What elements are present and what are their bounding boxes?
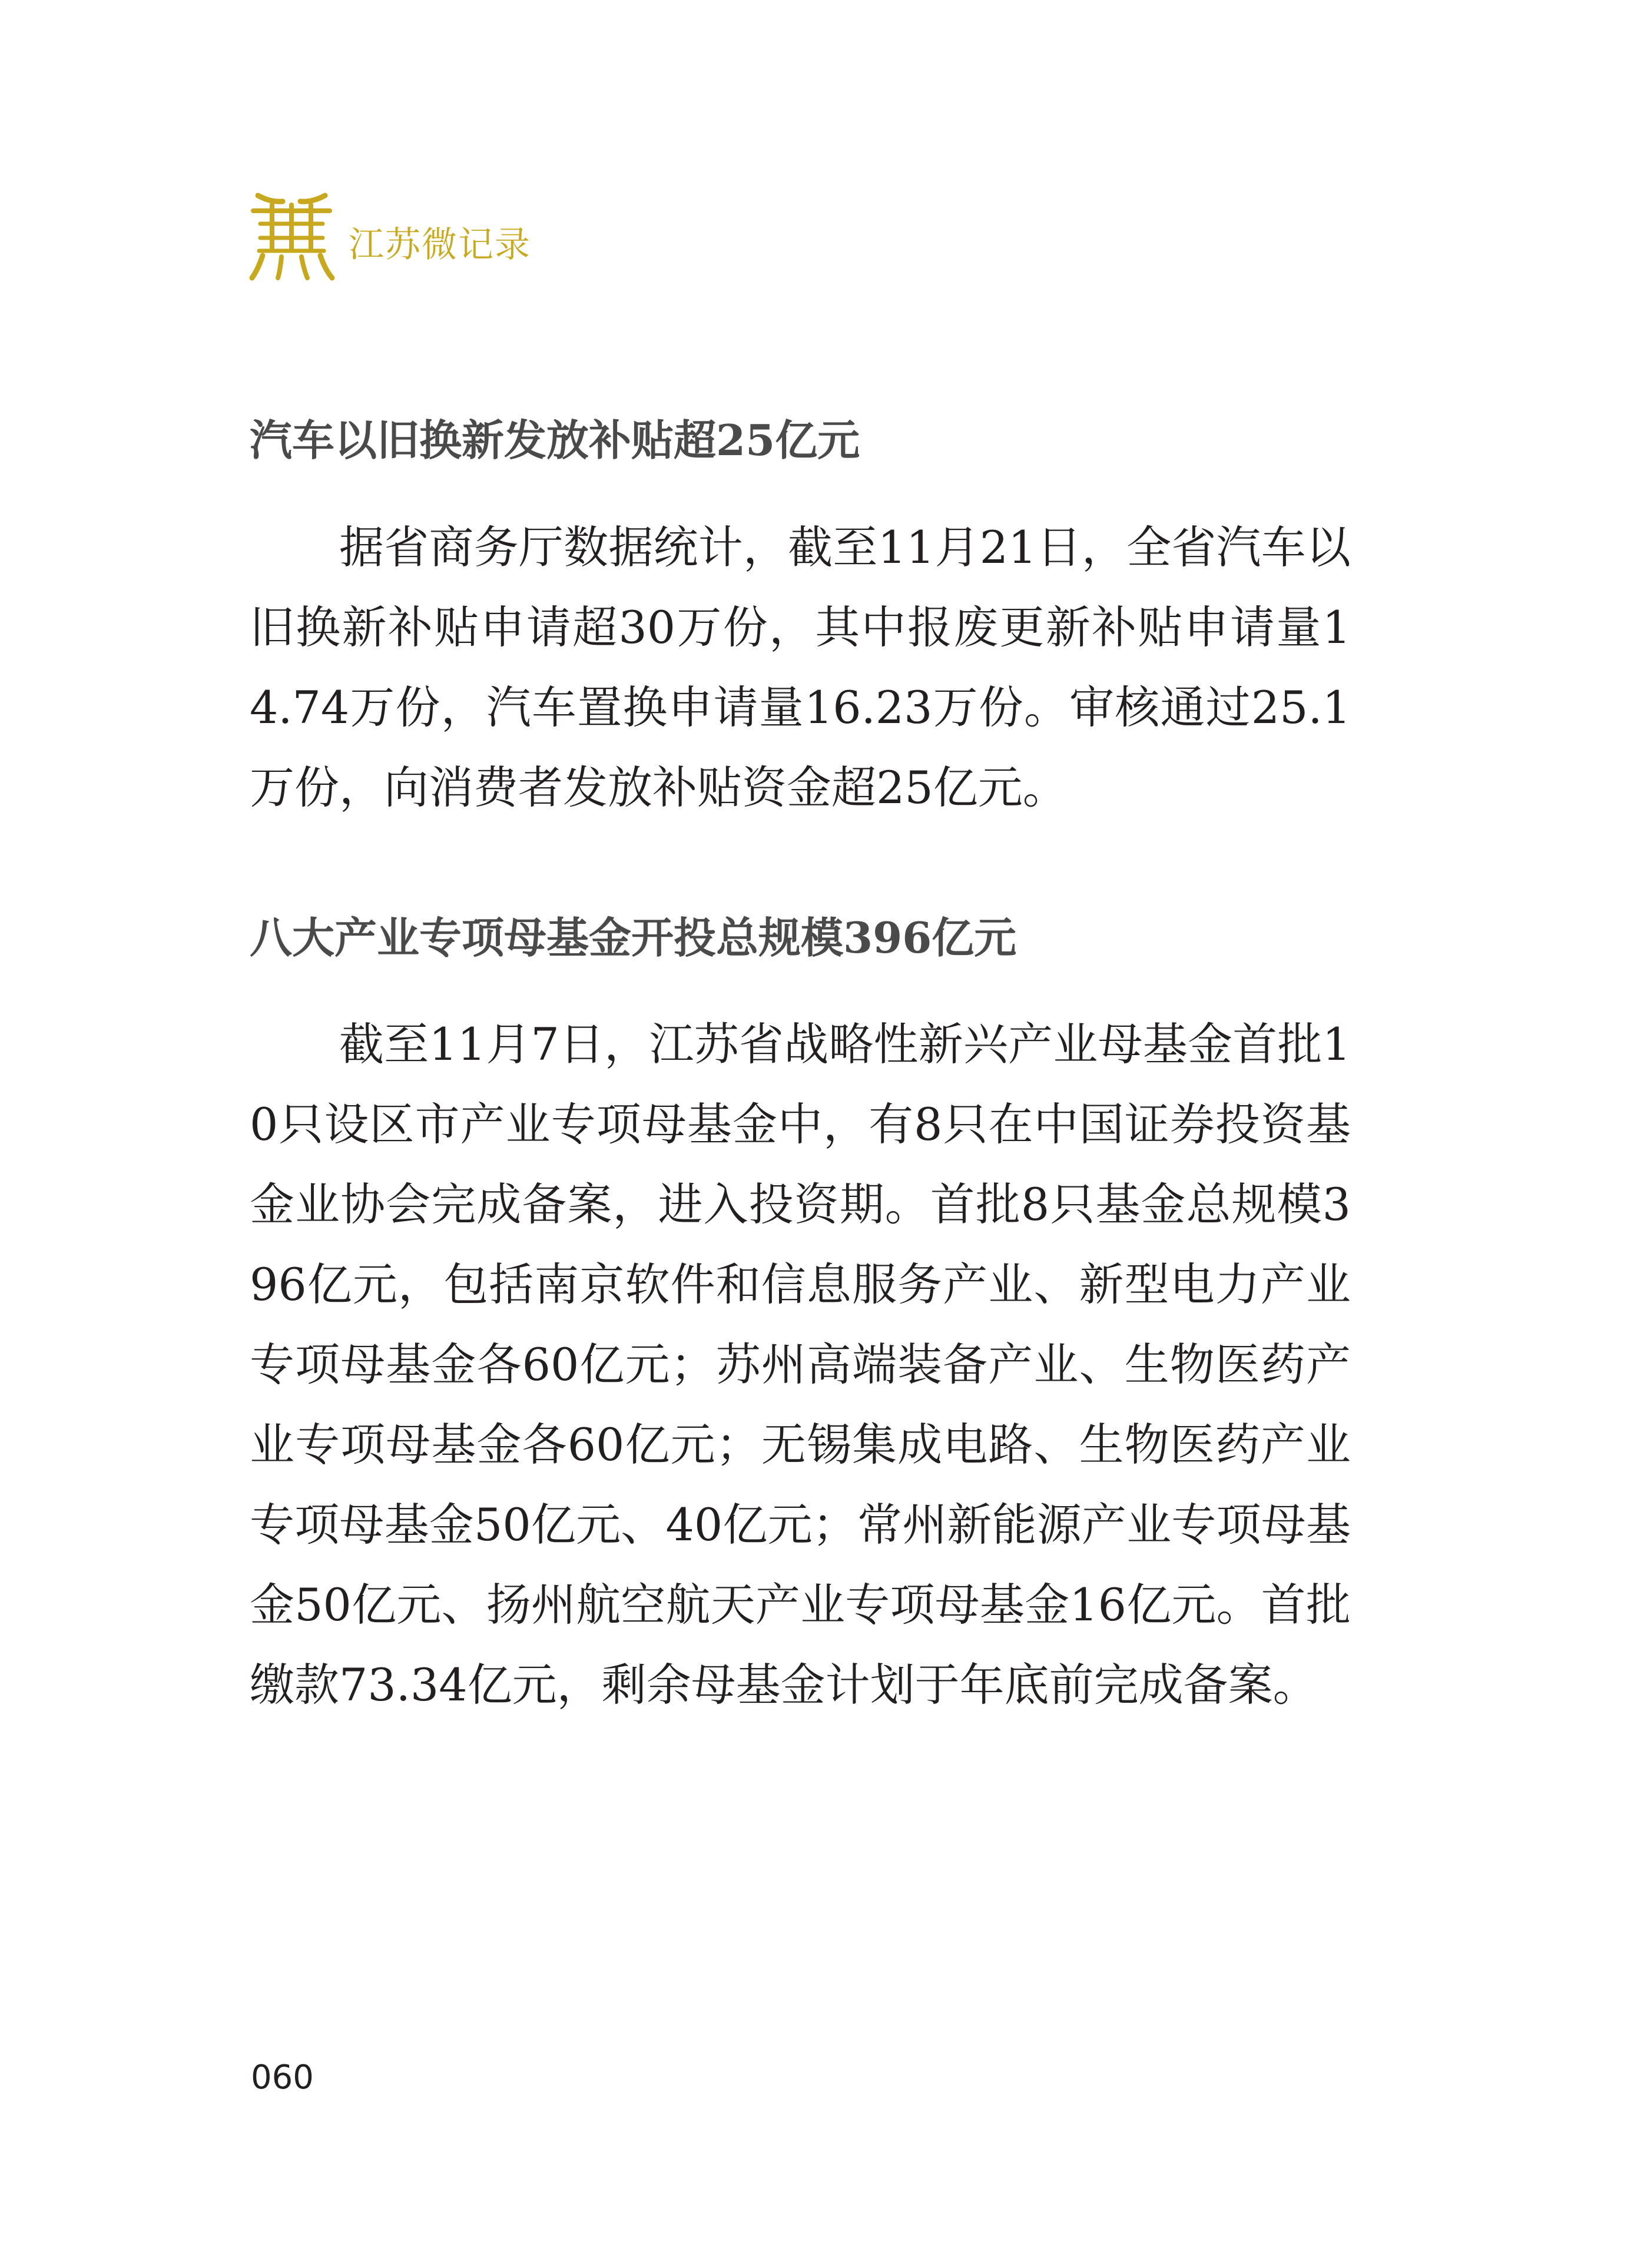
page-number: 060 — [251, 2058, 314, 2097]
page-header — [247, 190, 531, 284]
section-title-industry-funds: 八大产业专项母基金开投总规模396亿元 — [250, 913, 1017, 963]
brand-title: 江苏微记录 — [349, 224, 531, 266]
jiangsu-logo-icon — [247, 190, 336, 284]
section-body-car-tradein: 据省商务厅数据统计，截至11月21日，全省汽车以旧换新补贴申请超30万份，其中报废更新补贴申请量14.74万份，汽车置换申请量16.23万份。审核通过25.1万份，向消费者发放补贴资金超25亿元。 — [250, 521, 1351, 814]
section-body-industry-funds: 截至11月7日，江苏省战略性新兴产业母基金首批10只设区市产业专项母基金中，有8只在中国证券投资基金业协会完成备案，进入投资期。首批8只基金总规模396亿元，包括南京软件和信息服务产业、新型电力产业专项母基金各60亿元；苏州高端装备产业、生物医药产业专项母基金各60亿元；无锡集成电路、生物医药产业专项母基金50亿元、40亿元；常州新能源产业专项母基金50亿元、扬州航空航天产业专项母基金16亿元。首批缴款73.34亿元，剩余母基金计划于年底前完成备案。 — [250, 1018, 1351, 1711]
section-title-car-tradein: 汽车以旧换新发放补贴超25亿元 — [250, 415, 860, 465]
